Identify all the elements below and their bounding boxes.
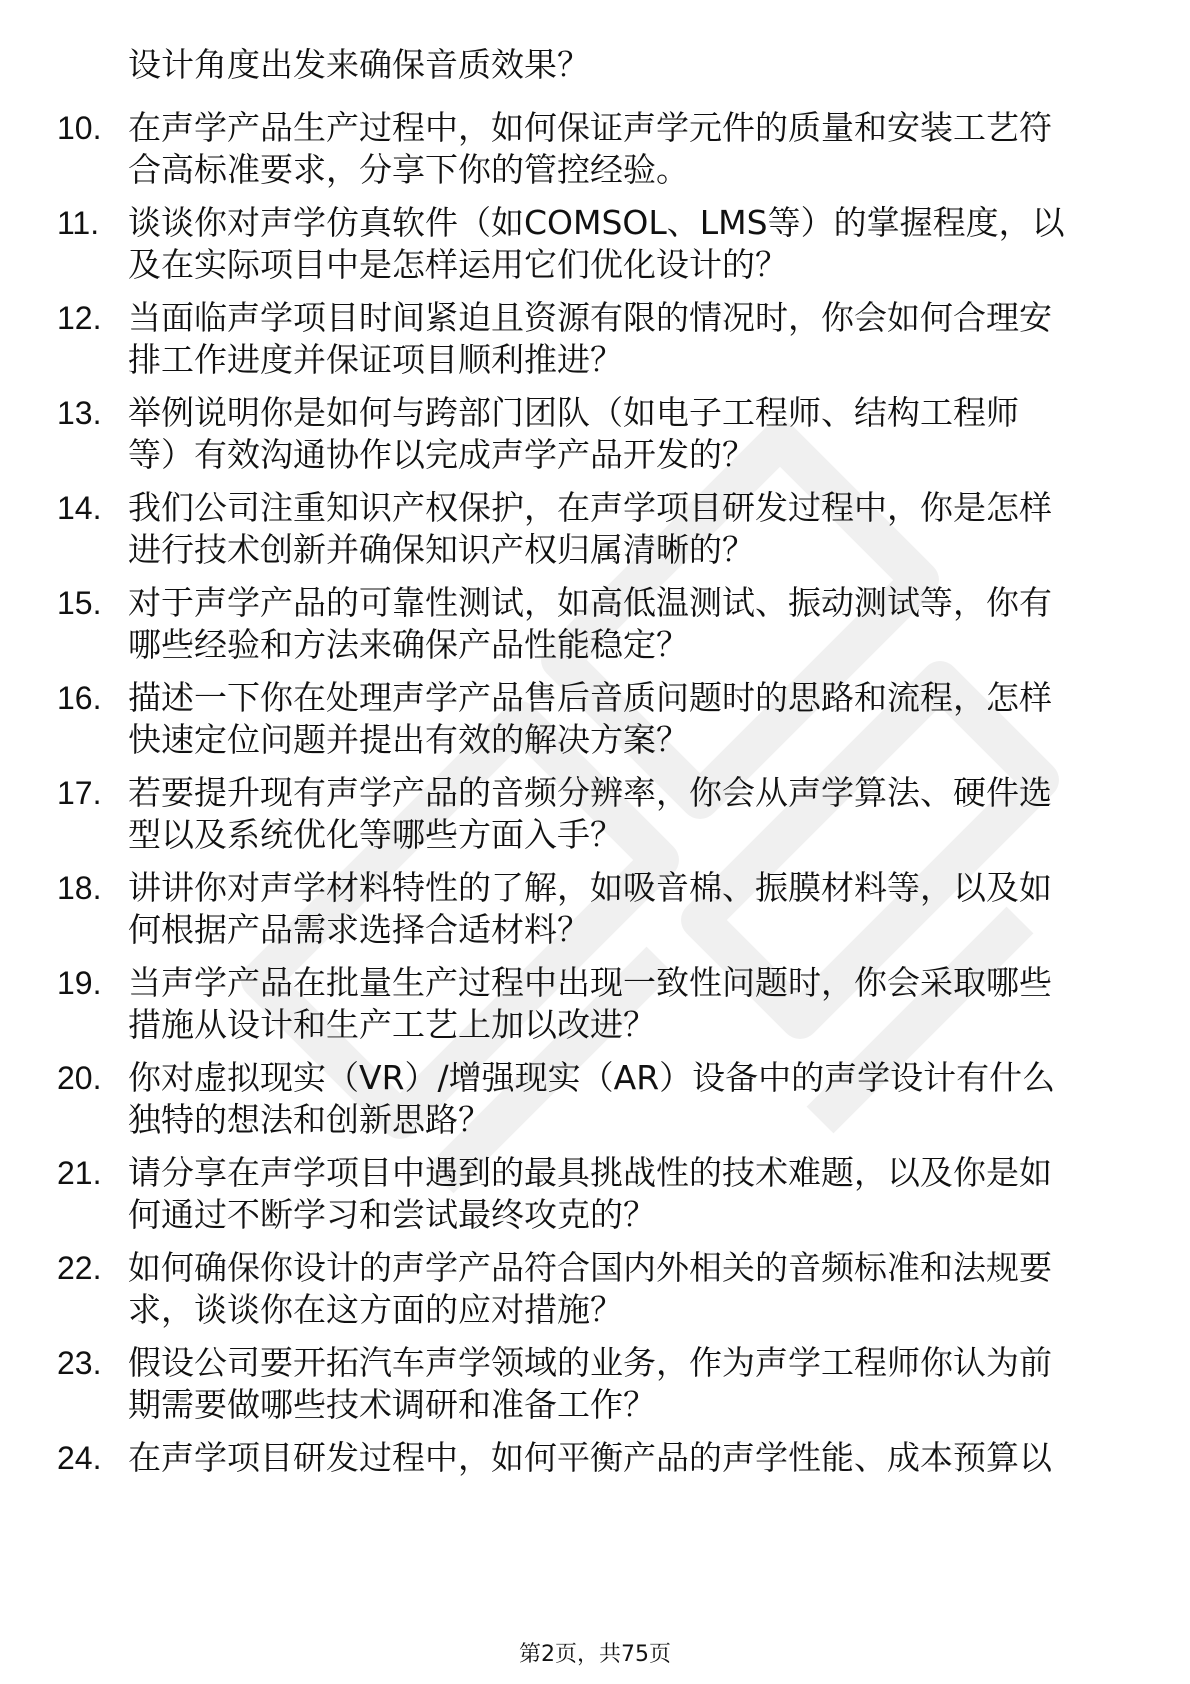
item-text xyxy=(128,1343,1118,1425)
item-text-line: 假设公司要开拓汽车声学领域的业务，作为声学工程师你认为前 xyxy=(128,1343,1052,1382)
item-text-line: 何通过不断学习和尝试最终攻克的？ xyxy=(128,1195,656,1234)
item-number: 12. xyxy=(57,300,102,336)
item-text-line: 哪些经验和方法来确保产品性能稳定？ xyxy=(128,625,689,664)
item-text-line: 你对虚拟现实（VR）/增强现实（AR）设备中的声学设计有什么 xyxy=(128,1058,1056,1097)
item-number: 11. xyxy=(57,205,100,241)
item-text xyxy=(128,1153,1118,1235)
item-text-line: 如何确保你设计的声学产品符合国内外相关的音频标准和法规要 xyxy=(128,1248,1052,1287)
item-text xyxy=(128,488,1118,570)
item-text-line: 措施从设计和生产工艺上加以改进？ xyxy=(128,1005,656,1044)
item-number: 14. xyxy=(57,490,102,526)
item-number: 21. xyxy=(57,1155,102,1191)
item-text-line: 在声学项目研发过程中，如何平衡产品的声学性能、成本预算以 xyxy=(128,1438,1052,1477)
item-text-line: 求，谈谈你在这方面的应对措施？ xyxy=(128,1290,623,1329)
item-text-line: 在声学产品生产过程中，如何保证声学元件的质量和安装工艺符 xyxy=(128,108,1052,147)
item-text xyxy=(128,108,1118,190)
item-text-line: 谈谈你对声学仿真软件（如COMSOL、LMS等）的掌握程度，以 xyxy=(128,203,1065,242)
item-text-line: 描述一下你在处理声学产品售后音质问题时的思路和流程，怎样 xyxy=(128,678,1052,717)
item-text-line: 期需要做哪些技术调研和准备工作？ xyxy=(128,1385,656,1424)
item-text-line: 当声学产品在批量生产过程中出现一致性问题时，你会采取哪些 xyxy=(128,963,1052,1002)
item-text xyxy=(128,1248,1118,1330)
item-number: 13. xyxy=(57,395,102,431)
item-text-line: 独特的想法和创新思路？ xyxy=(128,1100,491,1139)
item-text xyxy=(128,773,1118,855)
item-text-line: 排工作进度并保证项目顺利推进？ xyxy=(128,340,623,379)
item-number: 16. xyxy=(57,680,102,716)
item-text xyxy=(128,678,1118,760)
item-text-line: 对于声学产品的可靠性测试，如高低温测试、振动测试等，你有 xyxy=(128,583,1052,622)
item-text-line: 讲讲你对声学材料特性的了解，如吸音棉、振膜材料等，以及如 xyxy=(128,868,1052,907)
item-text xyxy=(128,393,1118,475)
item-text-line: 合高标准要求，分享下你的管控经验。 xyxy=(128,150,689,189)
item-text-line: 举例说明你是如何与跨部门团队（如电子工程师、结构工程师 xyxy=(128,393,1019,432)
item-number: 15. xyxy=(57,585,102,621)
item-text xyxy=(128,868,1118,950)
item-text xyxy=(128,298,1118,380)
item-text-line: 进行技术创新并确保知识产权归属清晰的？ xyxy=(128,530,755,569)
item-number: 24. xyxy=(57,1440,102,1476)
item-number: 10. xyxy=(57,110,102,146)
item-text xyxy=(128,963,1118,1045)
item-text-line: 若要提升现有声学产品的音频分辨率，你会从声学算法、硬件选 xyxy=(128,773,1052,812)
item-text-line: 型以及系统优化等哪些方面入手？ xyxy=(128,815,623,854)
item-text-line: 等）有效沟通协作以完成声学产品开发的？ xyxy=(128,435,755,474)
item-text xyxy=(128,1438,1118,1478)
continued-question-text: 设计角度出发来确保音质效果？ xyxy=(128,45,590,84)
item-text xyxy=(128,1058,1118,1140)
item-text-line: 及在实际项目中是怎样运用它们优化设计的？ xyxy=(128,245,788,284)
item-text-line: 快速定位问题并提出有效的解决方案？ xyxy=(128,720,689,759)
item-number: 19. xyxy=(57,965,102,1001)
item-number: 18. xyxy=(57,870,102,906)
item-text xyxy=(128,583,1118,665)
item-text-line: 请分享在声学项目中遇到的最具挑战性的技术难题，以及你是如 xyxy=(128,1153,1052,1192)
item-text xyxy=(128,203,1118,285)
item-text-line: 何根据产品需求选择合适材料？ xyxy=(128,910,590,949)
page-footer: 第2页，共75页 xyxy=(519,1642,671,1667)
item-number: 23. xyxy=(57,1345,102,1381)
item-number: 17. xyxy=(57,775,102,811)
item-text-line: 我们公司注重知识产权保护，在声学项目研发过程中，你是怎样 xyxy=(128,488,1052,527)
item-text-line: 当面临声学项目时间紧迫且资源有限的情况时，你会如何合理安 xyxy=(128,298,1052,337)
item-number: 20. xyxy=(57,1060,102,1096)
item-number: 22. xyxy=(57,1250,102,1286)
